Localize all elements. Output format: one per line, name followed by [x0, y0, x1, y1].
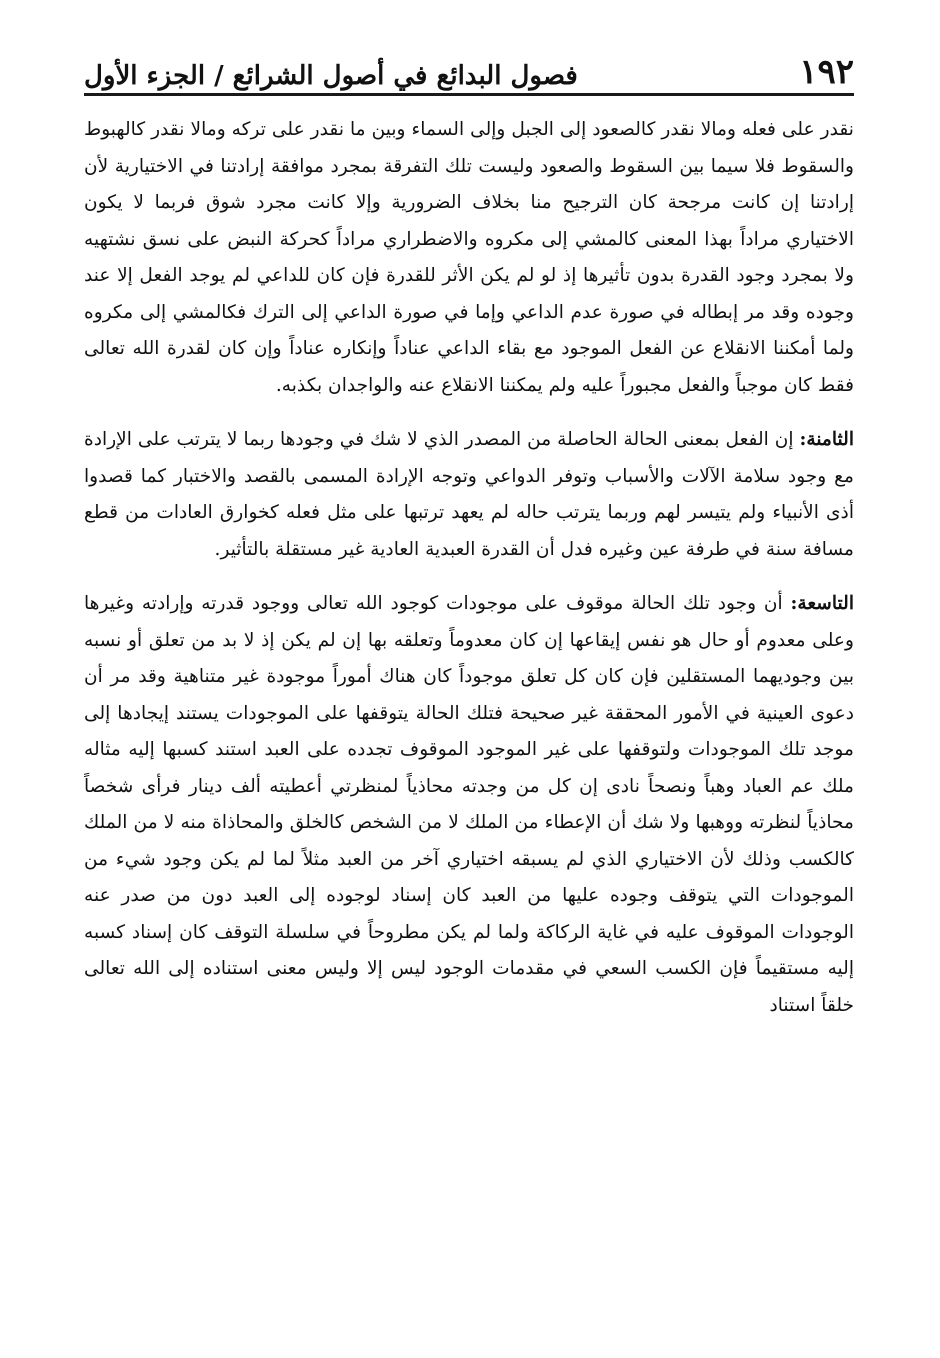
paragraph-lead-ninth: التاسعة: — [790, 593, 854, 614]
paragraph-text: إن الفعل بمعنى الحالة الحاصلة من المصدر الذي لا شك في وجودها ربما لا يترتب على الإرادة مع وجود سلامة الآلات والأسباب وتوفر الدواعي وتوجه الإرادة المسمى بالقصد والاختبار كما قصدوا أذى الأنبياء ولم يتيسر لهم وربما يترتب حاله لم يعهد ترتبها على مثل فعله كخوارق العادات من قطع مسافة سنة في طرفة عين وغيره فدل أن القدرة العبدية العادية غير مستقلة بالتأثير. — [84, 429, 854, 560]
paragraph-text: أن وجود تلك الحالة موقوف على موجودات كوجود الله تعالى ووجود قدرته وإرادته وغيرها وعلى معدوم أو حال هو نفس إيقاعها إن كان معدوماً وتعلقه بها إن لم يكن إذ لا بد من تعلق أو نسبه بين وجوديهما المستقلين فإن كان كل تعلق موجوداً كان هناك أموراً موجودة غير متناهية وقد مر أن دعوى العينية في الأمور المحققة غير صحيحة فتلك الحالة يتوقفها على الموجودات يستند إيجادها إلى موجد تلك الموجودات ولتوقفها على غير الموجود الموقوف تجدده على العبد استند كسبها إليه مثاله ملك عم العباد وهباً ونصحاً نادى إن كل من وجدته محاذياً لمنظرتي أعطيته ألف دينار فرأى شخصاً محاذياً لنظرته ووهبها ولا شك أن الإعطاء من الملك لا من الشخص كالخلق والمحاذاة منه لا من الملك كالكسب وذلك لأن الاختياري الذي لم يسبقه اختياري آخر من العبد مثلاً لما لم يكن وجود شيء من الموجودات التي يتوقف وجوده عليها من العبد كان إسناد لوجوده إلى العبد دون من صدر عنه الوجودات الموقوف عليه في غاية الركاكة ولما لم يكن مطروحاً في سلسلة التوقف كان إسناد كسبه إليه مستقيماً فإن الكسب السعي في مقدمات الوجود ليس إلا وليس معنى استناده إلى الله تعالى خلقاً استناد — [84, 593, 854, 1016]
page-header — [84, 36, 854, 96]
paragraph-lead-eighth: الثامنة: — [799, 429, 854, 450]
body-text — [84, 112, 854, 1024]
running-title: فصول البدائع في أصول الشرائع / الجزء الأول — [84, 61, 578, 91]
paragraph-eighth — [84, 422, 854, 568]
page-number: ١٩٢ — [799, 52, 854, 92]
paragraph-text: نقدر على فعله ومالا نقدر كالصعود إلى الجبل وإلى السماء وبين ما نقدر على تركه ومالا نقدر كالهبوط والسقوط فلا سيما بين السقوط والصعود وليست تلك التفرقة بمجرد موافقة إرادتنا في الاختيارية لأن إرادتنا إن كانت مرجحة كان الترجيح منا بخلاف الضرورية وإلا كانت مجرد شوق فربما لا يكون الاختياري مراداً بهذا المعنى كالمشي إلى مكروه والاضطراري مراداً كحركة النبض على نسق نشتهيه ولا بمجرد وجود القدرة بدون تأثيرها إذ لو لم يكن الأثر للقدرة فإن كان للداعي لم يوجد الفعل إلا عند وجوده وقد مر إبطاله في صورة عدم الداعي وإما في صورة الداعي إلى الترك فكالمشي إلى مكروه ولما أمكننا الانقلاع عن الفعل الموجود مع بقاء الداعي عناداً وإنكاره عناداً وإن كان لقدرة الله تعالى فقط كان موجباً والفعل مجبوراً عليه ولم يمكننا الانقلاع عنه والواجدان بكذبه. — [84, 119, 854, 396]
paragraph-1 — [84, 112, 854, 404]
paragraph-ninth — [84, 586, 854, 1024]
